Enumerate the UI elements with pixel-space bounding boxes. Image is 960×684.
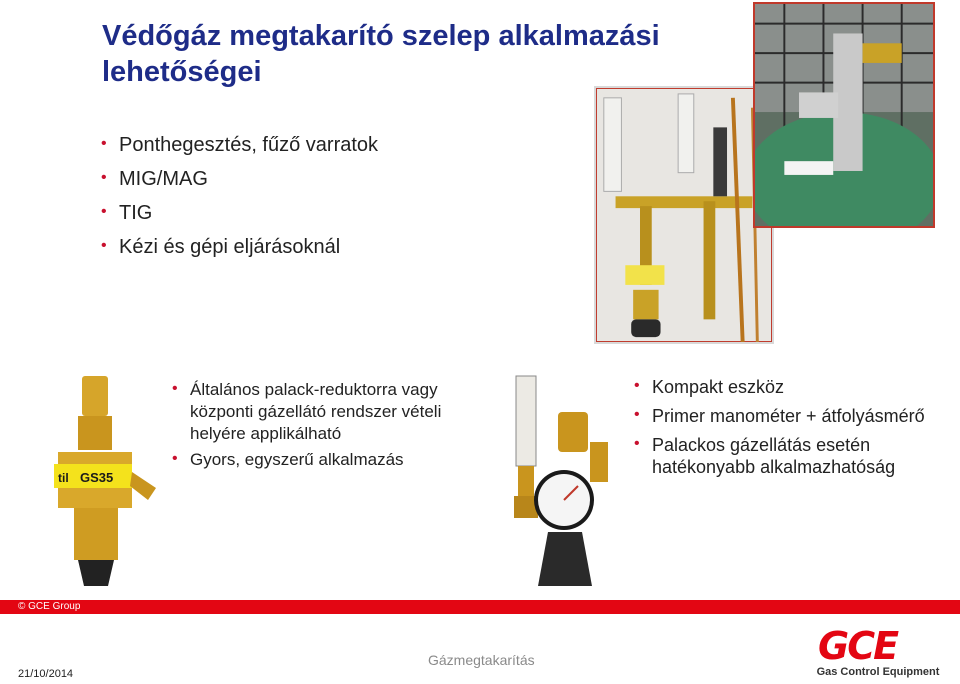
installation-photo <box>594 86 774 344</box>
list-item: • Primer manométer + átfolyásmérő <box>634 405 954 427</box>
gce-logo <box>808 624 948 682</box>
valve-photo <box>44 372 168 592</box>
logo-tagline: Gas Control Equipment <box>816 666 940 678</box>
valve-label: GS35 <box>80 470 114 485</box>
middle-bullet-list <box>172 379 492 475</box>
right-bullet-list <box>634 376 954 485</box>
valve-label-prefix: til <box>58 471 69 485</box>
list-item: • Ponthegesztés, fűző varratok <box>101 128 378 162</box>
list-item: • MIG/MAG <box>101 162 378 196</box>
footer-title: Gázmegtakarítás <box>428 652 535 668</box>
slide-title: Védőgáz megtakarító szelep alkalmazási lehetőségei <box>102 20 660 88</box>
cylinder-regulator-photo <box>753 2 935 228</box>
list-item: • Palackos gázellátás esetén hatékonyabb alkalmazhatóság <box>634 434 954 478</box>
copyright-text: © GCE Group <box>18 601 81 612</box>
compact-regulator-photo <box>506 372 626 594</box>
footer-bar <box>0 600 960 614</box>
logo-word: GCE <box>818 624 898 668</box>
top-bullet-list <box>101 128 378 264</box>
list-item: • TIG <box>101 196 378 230</box>
list-item: • Általános palack-reduktorra vagy központi gázellátó rendszer vételi helyére applikálható <box>172 379 492 445</box>
list-item: • Kézi és gépi eljárásoknál <box>101 230 378 264</box>
footer-date: 21/10/2014 <box>18 668 74 680</box>
list-item: • Gyors, egyszerű alkalmazás <box>172 449 492 471</box>
list-item: • Kompakt eszköz <box>634 376 954 398</box>
